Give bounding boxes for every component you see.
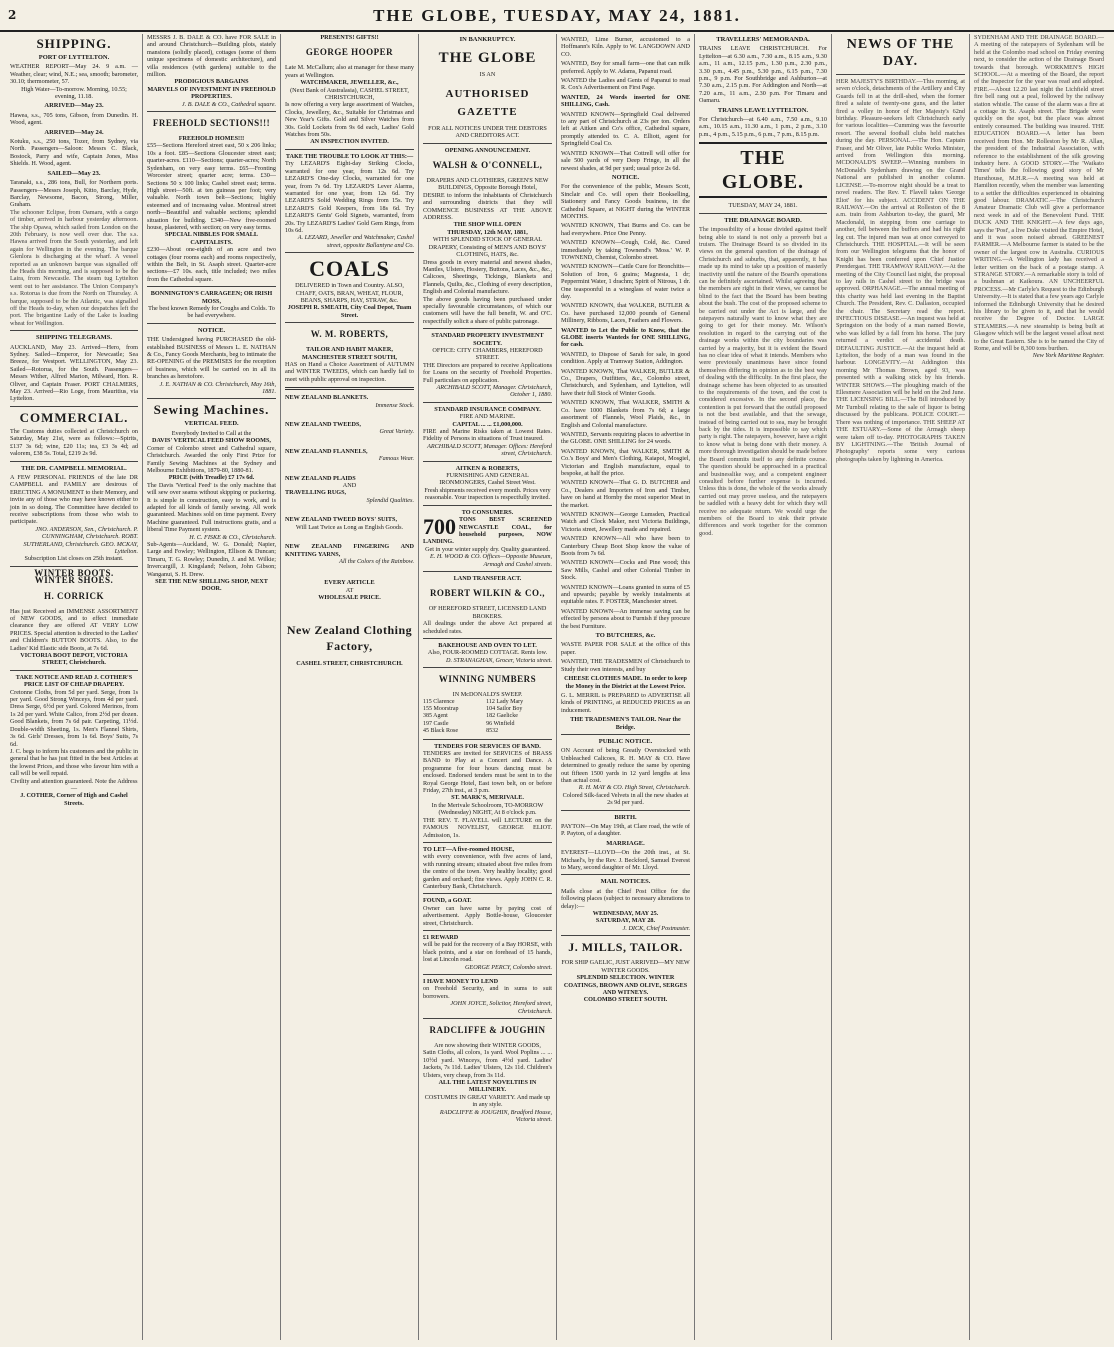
corrick-name: H. CORRICK [43, 590, 104, 601]
memorial-text: A FEW PERSONAL FRIENDS of the late DR CAMPBELL and FAMILY are desirous of ERECTING A MONUMENT to their Memory, and invite any of those who may have known either to join in so doing. The Committee have decided to receive subscriptions from those who wish to participate. [10, 473, 138, 526]
memorial-names: JNO. ANDERSON, Sen., Christchurch. P. CUNNINGHAM, Christchurch. ROBT. SUTHERLAND, Christchurch. GEO. MCKAY, Lyttelton. [23, 525, 138, 555]
consumers-note: Get in your winter supply dry. Quality guaranteed. [425, 545, 550, 553]
rugs-note: Splendid Qualities. [366, 496, 414, 504]
bakehouse-sign: D. STRANAGHAN, Grocer, Victoria street. [446, 656, 552, 664]
col8-article: SYDENHAM AND THE DRAINAGE BOARD.—A meeting of the ratepayers of Sydenham will be held at the Colombo road school on Friday evening next, to consider the action of the Drainage Board towards that borough. WORKMEN'S HIGH SCHOOL.—At a meeting of the Board, the report of the Inspector for the year was read and adopted. FIRE.—About 12.20 last night the Lichfield street fire bell rang out a peal, followed by the railway station whistle. The cause of the alarm was a fire at a cottage in St. Asaph street. The Brigade were quickly on the spot, but the place was almost entirely consumed. The building was insured. THE EDUCATION BOARD.—A letter has been received from Hon. Mr Rolleston by Mr R. Allan, the president of the Industrial Association, with reference to the establishment of the silk growing industry here. A GOOD STORY.—The 'Waikato Times' tells the following good story of Mr Hursthouse, M.H.R.—A meeting was held at Hamilton recently, when the member was lamenting to a settler the difficulties experienced in obtaining good labour. DRAMATIC.—The Christchurch Amateur Dramatic Club will give a performance next week in aid of the Benevolent Fund. THE DUCK AND THE KNIGHT.—A few days ago, says the 'Post', a live Duke visited the Empire Hotel, and it was soon noised abroad. GREENEST FARMER.—A Melbourne farmer is stated to be the owner of the largest cow in Australia. CURIOUS WRITING.—A Wellington lady has received a letter written on the back of a postage stamp. A STRANGE STORY.—A remarkable story is told of a bushman at Kaikoura. AN UNCHEERFUL PROCESS.—Mr Carlyle's Request to the Edinburgh University.—It is stated that a few years ago Carlyle informed the Edinburgh University that he desired his library to be given to it, and that he would receive the Degree of Doctor. LARGE STEAMERS.—A new steamship is being built at Glasgow which will be the largest vessel afloat next to the Great Eastern. She is to be named the City of Rome, and will be 8,300 tons burthen. [974, 34, 1104, 353]
velvets-text: Colored Silk-faced Velvets in all the new shades at 2s 9d per yard. [562, 791, 689, 807]
wanted-ad: WANTED KNOWN, That WALKER, SMITH & Co. have 1000 Blankets from 7s 6d; a large assortment of Flannels, Wool Plaids, &c., in English and Colonial manufacture. [561, 399, 690, 429]
victoria-depot: VICTORIA BOOT DEPOT, VICTORIA STREET, Christchurch. [20, 652, 128, 667]
wanted-ad: WANTED KNOWN—That Cottrell will offer for sale 500 yards of very Deep Fringe, in all the newest shades, at 9d per yard; usual price 2s 6d. [561, 149, 690, 172]
lezard-sign: A. LEZARD, Jeweller and Watchmaker, Cashel street, opposite Ballantyne and Co. [297, 234, 414, 249]
arrived-text: Hawea, s.s., 705 tons, Gibson, from Dunedin. H. Wood, agent. [10, 111, 138, 127]
standard-sign: ARCHIBALD SCOTT, Manager. Christchurch, October 1, 1880. [436, 384, 552, 399]
port-label: PORT OF LYTTELTON. [38, 54, 110, 61]
memorial-close: Subscription List closes on 25th instant. [24, 555, 124, 563]
page-number: 2 [8, 8, 17, 22]
lend-text: on Freehold Security, and in sums to suit borrowers. [423, 985, 552, 1000]
notice-heading: NOTICE. [197, 326, 226, 334]
commercial-heading: COMMERCIAL. [19, 409, 129, 425]
wanted-ad: WANTED KNOWN—Springfield Coal delivered to any part of Christchurch at 23s per ton. Orders left at Aitken and Co's office, Cathedral square, promptly attended to. C. A. Elliott, agent for Springfield Coal Co. [561, 110, 690, 148]
hooper-text: Late M. McCallum; also at manager for these many years at Wellington. [285, 64, 414, 79]
mills-address: COLOMBO STREET SOUTH. [583, 996, 668, 1004]
sailed-heading: SAILED—May 23. [47, 169, 101, 177]
winning-cell: 104 Sailor Boy [486, 706, 523, 712]
fingering-note: All the Colors of the Rainbow. [339, 557, 414, 565]
sewing-invite: Everybody Invited to Call at the [171, 429, 252, 437]
leader-date: TUESDAY, MAY 24, 1881. [728, 202, 798, 210]
weather-report: WEATHER REPORT—May 24. 9 a.m. — Weather, clear; wind, N.E.; sea, smooth; barometer, 30.10; thermometer, 57. [10, 63, 138, 86]
roberts-heading: W. M. ROBERTS, [310, 329, 389, 340]
consumers-heading: TO CONSUMERS. [461, 508, 514, 516]
winning-cell: 385 Agent [423, 713, 448, 720]
wanted-ad: WANTED KNOWN—All who have been to Canterbury Cheap Boot Shop know the value of Boots from 7s 6d. [561, 535, 690, 557]
opening-heading: OPENING ANNOUNCEMENT. [444, 146, 531, 154]
winning-heading: WINNING NUMBERS [438, 674, 537, 685]
reward-heading: £1 REWARD [423, 933, 459, 941]
gazette-is-an: IS AN [479, 71, 496, 79]
bonnington-text: The best known Remedy for Coughs and Colds. To be had everywhere. [148, 305, 275, 320]
mail-text: Mails close at the Chief Post Office for the following places (subject to necessary alterations to delay):— [561, 887, 690, 910]
davis-heading: DAVIS' VERTICAL FEED SHOW ROOMS, [152, 437, 271, 445]
roberts-sub: TAILOR AND HABIT MAKER, MANCHESTER STREET SOUTH, [302, 346, 397, 361]
globe-gazette-title: THE GLOBE [438, 50, 537, 67]
dale-heading: PRODIGIOUS BARGAINS [174, 78, 249, 86]
wanted-ad: WANTED KNOWN—George Lumsden, Practical Watch and Clock Maker, next Victoria Buildings, Victoria street, Jewellery made and repaired. [561, 510, 690, 533]
newspaper-columns [6, 34, 1108, 1340]
reward-sign: GEORGE PERCY, Colombo street. [464, 963, 552, 971]
column-5 [557, 34, 695, 1340]
walsh-text: DESIRE to inform the inhabitants of Christchurch and surrounding districts that they will COMMENCE BUSINESS AT THE ABOVE ADDRESS. [423, 191, 552, 222]
standard-text: THE Directors are prepared to receive Applications for Loans on the security of Freehold Properties. Full particulars on application. [423, 361, 552, 384]
standard-office: OFFICE: CITY CHAMBERS, HEREFORD STREET. [432, 346, 543, 362]
wanted-ad: WANTED KNOWN—An immense saving can be effected by persons about to Furnish if they procure the best Furniture. [561, 607, 690, 630]
cother-sign: J. COTHER, Corner of High and Cashel Streets. [20, 792, 128, 807]
fingering-label: NEW ZEALAND FINGERING AND KNITTING YARNS, [285, 543, 414, 558]
boys-suits-note: Will Last Twice as Long as English Goods. [295, 523, 404, 531]
room-text: with every convenience, with five acres of land, with running stream; situated about five miles from the centre of the town. Very healthy locality; good garden and orchard; fine views. Apply JOHN C. R. Canterbury Bank, Christchurch. [423, 853, 552, 890]
may-sign: R. H. MAY & CO. High Street, Christchurch. [578, 784, 690, 792]
wanted-ad: WANTED KNOWN—Cattle Cure for Bronchitis—Solution of Iron, 6 grains; Magnesia, 1 dr; Peppermint Water, 1 drachm; Spirit of Nitrous, 1 dr. One teaspoonful in a wineglass of water twice a day. [561, 263, 690, 300]
drainage-heading: THE DRAINAGE BOARD. [724, 216, 802, 224]
winning-cell: 112 Lady Mary [486, 698, 524, 705]
column-8 [970, 34, 1108, 1340]
memorial-heading: THE DR. CAMPBELL MEMORIAL. [21, 464, 127, 472]
newspaper-title: THE GLOBE, TUESDAY, MAY 24, 1881. [373, 6, 741, 25]
wanted-ad: WANTED KNOWN—Loans granted in sums of £5 and upwards; payable by weekly instalments at equitable rates. F. FOSTER, Manchester street. [561, 583, 690, 606]
winning-cell: 155 Moorstrap [423, 706, 459, 712]
commercial-text: The Customs duties collected at Christchurch on Saturday, May 21st, were as follows:—Spirits, £137 3s 6d; wine, £20 11s; tea, £3 3s 4d; ad valorem, £38 5s. Total, £219 2s 9d. [10, 427, 138, 458]
sermon-text: THE REV. T. FLAVELL will LECTURE on the FAMOUS NOVELIST, GEORGE ELIOT. Admission, 1s. [423, 816, 552, 839]
dale-text: MESSRS J. B. DALE & CO. have FOR SALE in and around Christchurch—Building plots, stately mansions (solidly placed), cottages (some of them unique specimens of domestic architecture), and villa residences (with gardens) suitable to the million. [147, 34, 276, 79]
bakehouse-text: Also, FOUR-ROOMED COTTAGE. Rents low. [427, 649, 548, 657]
news-text: HER MAJESTY'S BIRTHDAY.—This morning, at seven o'clock, detachments of the Artillery and City Guards fell in at the drill-shed, when the former fired a salute of twenty-one guns, and the latter fired a volley in honor of Her Majesty's 62nd birthday. Pleasure-seekers left Christchurch early for various localities—Cumming was the favourite resort. The several football clubs held matches during the day. PERSONAL.—The Hon. Captain Fraser, and Mr Oliver, late Public Works Minister, arrived from Wellington this morning. MCDONALD'S SWEEP.—Winning numbers in McDonald's Sydenham drawing on the Grand National are published in another column. LICENSE.—To-morrow night should be a treat to novel readers. The Rev. T. Flavell takes 'George Eliot' for his subject. ACCIDENT ON THE RAILWAY.—On the arrival at Rolleston of the 8 a.m. train from Ashburton to-day, the guard, Mr Macdonald, in stepping from one carriage to another, fell between the buffers and had his right leg cut. The injured man was at once conveyed to Christchurch. THE HOSPITAL.—It will be seen from our Wellington telegrams that the honor of Knight has been conferred upon Chief Justice Prendergast. THE TRAMWAY RAILWAY.—At the meeting of the City Council last night, the proposal to lay rails in Cashel street to the bridge was approved. ORPHANAGE.—The annual meeting of this charity was held last evening in the Baptist Church. The President, Rev. C. Dallaston, occupied the chair. The Secretary read the report. INFECTIOUS DISEASE.—An inquest was held at Springston on the body of a man named Bowie, who was killed by a fall from his horse. The jury returned a verdict of accidental death. DEFAULTING JUSTICE.—At the inquest held at Lyttelton, the body of a man was found in the harbour. LONGEVITY.—At Addington this morning Mr Thomas Brown, aged 93, was presented with a walking stick by his friends. WINTER SHOWS.—The ploughing match of the Ellesmere Association will be held on the 2nd June. THE LICENSING BILL.—The Bill introduced by Mr Turnbull relating to the sale of liquor is being discussed by the publicans. POLICE COURT.—There was nothing of importance. THE SHEEP AT THE ESTUARY.—Some of the Armagh sheep were taken off to-day. PHOTOGRAPHS TAKEN BY LIGHTNING.—The 'British Journal of Photography' reports some very curious photographs taken by lightning in America. [836, 78, 965, 463]
cother-heading: TAKE NOTICE AND READ J. COTHER'S PRICE LIST OF CHEAP DRAPERY. [15, 673, 133, 689]
wilkin-text: All dealings under the above Act prepared at scheduled rates. [423, 620, 552, 635]
aitken-heading: AITKEN & ROBERTS, [455, 464, 520, 472]
land-heading: LAND TRANSFER ACT. [453, 574, 522, 582]
cother-close: Civility and attention guaranteed. Note the Address— [10, 777, 138, 792]
wanted-ad: WANTED, Servants requiring places to advertise in the GLOBE. ONE SHILLING for 24 words. [561, 430, 690, 446]
coals-heading: COALS [309, 256, 390, 282]
lend-sign: JOHN JOYCE, Solicitor, Hereford street, Christchurch. [450, 1000, 552, 1015]
column-3 [281, 34, 419, 1340]
fiske-sign: H. C. FISKE & CO., Christchurch. [189, 533, 276, 541]
shop-stock: WITH SPLENDID STOCK OF GENERAL DRAPERY, Consisting of MEN'S AND BOYS' CLOTHING, HATS, &c. [428, 236, 547, 259]
wanted-ad: WANTED the Ladies and Gents of Papanui to read R. Cox's Advertisement on First Page. [561, 77, 690, 92]
shipping-body: The schooner Eclipse, from Oamaru, with a cargo of timber, arrived in harbour yesterday afternoon. The ship Opawa, which sailed from London on the 20th February, is now well over due. The s.s. Hawea arrived from the South yesterday, and left again for Wellington in the evening. The barque Glenlora is discharging at the wharf. A vessel reported as an unknown barque was signalled off the Heads this morning, and is supposed to be the Laira, from Newcastle. The steam tug Lyttelton went out to her assistance. The Union Company's s.s. Rotorua is due from the North on Thursday. A barque, supposed to be the Atlantic, was signalled off the Heads to-day, when our despatches left the port. The brigantine Lady of the Lake is loading wheat for Wellington. [10, 208, 138, 327]
notice-sign: J. E. NATHAN & CO. Christchurch, May 16th, 1881. [159, 380, 276, 396]
insurance-sub: FIRE AND MARINE. [459, 413, 516, 421]
walsh-heading: WALSH & O'CONNELL, [432, 160, 543, 171]
cother-note: J. C. begs to inform his customers and the public in general that he has just fitted in the best Articles at the lowest Prices, and those who favour him with a call will be well repaid. [10, 747, 138, 778]
public-notice-heading: PUBLIC NOTICE. [598, 737, 653, 745]
column-2 [143, 34, 281, 1340]
waste-paper: WASTE PAPER FOR SALE at the office of this paper. [561, 641, 690, 656]
sewing-sub: VERTICAL FEED. [184, 420, 239, 428]
shop-open: THE SHOP WILL OPEN [453, 221, 522, 229]
winning-row [423, 699, 552, 706]
wanted-ad: WANTED, Boy for small farm—one that can milk preferred. Apply to W. Adams, Papanui road. [561, 60, 690, 75]
found-text: Owner can have same by paying cost of advertisement. Apply Bottle-house, Gloucester street, Christchurch. [423, 904, 552, 927]
winning-cell: 8532 [486, 728, 499, 735]
blankets-note: Immense Stock. [375, 401, 414, 409]
wood-sign: E. H. WOOD & CO. Offices—Opposite Museum, Armagh and Cashel streets. [429, 553, 552, 568]
radcliffe-costume: COSTUMES IN GREAT VARIETY. And made up in any style. [424, 1093, 551, 1109]
mail-sign: J. DICK, Chief Postmaster. [622, 924, 690, 932]
col5-notice-text: For the convenience of the public, Messrs Scott, Sinclair and Co. will open their Bookselling, Stationery and Fancy Goods business, in the Cathedral Square, at NIGHT during the WINTER MONTHS. [561, 183, 690, 220]
wanted-ad: WANTED to Let the Public to Know, that the GLOBE inserts Wanteds for ONE SHILLING, for cash. [561, 326, 690, 349]
tenders-heading: TENDERS FOR SERVICES OF BAND. [434, 742, 541, 750]
aitken-text: Fresh shipments received every month. Prices very reasonable. Your inspection is respectfully invited. [424, 486, 551, 502]
wanted-ad: WANTED, to Dispose of Sarah for sale, in good condition. Apply at Tramway Station, Addington. [561, 350, 690, 366]
trains-leave-heading: TRAINS LEAVE LYTTELTON. [717, 106, 809, 114]
factory-address: CASHEL STREET, CHRISTCHURCH. [296, 659, 403, 667]
davis-text: Corner of Colombo street and Cathedral square, Christchurch. Awarded the only First Prize for Family Sewing Machines at the Sydney and Melbourne Exhibitions, 1879-80, 1880-81. [147, 444, 276, 474]
mail-saturday: SATURDAY, MAY 28. [595, 917, 656, 925]
gazette-sub: FOR ALL NOTICES UNDER THE DEBTORS AND CREDITORS ACT. [428, 124, 547, 140]
globe-leader-title: THE GLOBE. [699, 142, 827, 198]
notice-text: THE Undersigned having PURCHASED the old-established BUSINESS of Messrs L. E. NATHAN & Co., Fancy Goods Merchants, beg to intimate the RE-OPENING of the PREMISES for the reception of business, which will be carried on in all its branches as heretofore. [147, 336, 276, 381]
sewing-heading: Sewing Machines. [153, 402, 270, 418]
cother-text: Cretonne Cloths, from 5d per yard. Serge, from 1s per yard. Good Strong Winceys, from 4d per yard. Dress Serge, 6½d per yard. Colored Merinos, from 1s 2d per yard. White Calico, from 2½d per dozen. Good Blankets, from 7s 6d pair. Carpeting, 11½d. Double-width Sheeting, 1s. Men's Flannel Shirts, 3s 6d. Girls' Dresses, from 1s 6d. Boys' Suits, 7s 6d. [10, 688, 138, 748]
mills-heading: J. MILLS, TAILOR. [568, 940, 683, 955]
winning-cell: 45 Black Rose [423, 728, 458, 735]
hooper-name: GEORGE HOOPER [305, 47, 394, 58]
winning-cell: 115 Clarence [423, 698, 455, 705]
radcliffe-novelty: ALL THE LATEST NOVELTIES IN MILLINERY. [438, 1079, 537, 1094]
shipping-heading: SHIPPING. [36, 36, 112, 51]
trains-leave-text: For Christchurch—at 6.40 a.m., 7.50 a.m., 9.10 a.m., 10.15 a.m., 11.30 a.m., 1 p.m., 2 p.m., 3.10 p.m., 4 p.m., 5.15 p.m., 6 p.m., 7 p.m., 8.15 p.m. [699, 116, 827, 138]
winning-sub: IN McDONALD'S SWEEP. [452, 691, 523, 699]
presents-heading: PRESENTS! GIFTS!! [320, 34, 379, 41]
winning-cell: 182 Gaelicke [486, 713, 518, 720]
gazette-heading: AUTHORISED GAZETTE [445, 87, 530, 118]
column-4 [419, 34, 557, 1340]
winning-row [423, 706, 552, 713]
wanted-ad: WANTED, Lime Burner, accustomed to a Hoffmann's Kiln. Apply to W. LANGDOWN AND CO. [561, 36, 690, 58]
trains-text: TRAINS LEAVE CHRISTCHURCH. For Lyttelton—at 6.30 a.m., 7.30 a.m., 8.15 a.m., 9.30 a.m., 11 a.m., 12.15 p.m., 1.30 p.m., 2.30 p.m., 3.30 p.m., 4.45 p.m., 5.30 p.m., 6.15 p.m., 7.30 p.m., 9 p.m. For Southbridge and Ashburton—at 7.30 a.m., 2.15 p.m. For Addington and North—at 7.20 a.m., 11 a.m., 2.30 p.m. For Timaru and Oamaru. [699, 45, 827, 105]
found-heading: FOUND, a GOAT. [423, 897, 472, 905]
wilkin-heading: ROBERT WILKIN & CO., [429, 588, 546, 599]
plaids-label: NEW ZEALAND PLAIDS [285, 474, 356, 482]
insurance-heading: STANDARD INSURANCE COMPANY. [434, 405, 541, 413]
wanted-tradesmen: WANTED, THE TRADESMEN of Christchurch to Study their own interests, and buy [561, 658, 690, 673]
coals-text: DELIVERED in Town and Country. ALSO, CHAFF, OATS, BRAN, WHEAT, FLOUR, BEANS, SHARPS, HAY, STRAW, &c. [295, 282, 404, 304]
col5-notice-heading: NOTICE. [611, 173, 640, 181]
every-article-at: AT [345, 586, 354, 594]
bakehouse-heading: BAKEHOUSE AND OVEN TO LET. [438, 641, 537, 649]
radcliffe-text: Satin Cloths, all colors, 1s yard. Wool Poplins ... ... 10½d yard. Winceys, from 4½d yard. Ladies' Jackets, 7s 11d. Ladies' Ulsters, 12s 11d. Children's Ulsters, very cheap, from 3s 11d. [423, 1049, 552, 1079]
hooper-body: Is now offering a very large assortment of Watches, Clocks, Jewellery, &c., Suitable for Christmas and New Year's Gifts. Gold and Silver Watches from 30s. Gold Lockets from 9s 6d each, Ladies' Gold Watches from 50s. [285, 101, 414, 139]
winter-shoes-heading: WINTER SHOES. [34, 575, 114, 586]
freehold-text: £55—Sections Hereford street east, 50 x 206 links; 10s a foot. £85—Sections Gloucester street east; quarter-acres. £110—Sections; quarter-acres; North Sydenham, on very easy terms. £65—Fronting Worcester street; quarter acre; terms. £30—Sections 50 x 100 links; Cashel street east; terms. High street—50ft. at ten guineas per foot; very valuable. North town belt—Sections; highly esteemed and of increasing value. Montreal street north—Beautiful and valuable sections; splendid situation for building. £340—New five-roomed house, plastered, with section; on very easy terms. [147, 142, 276, 231]
lend-heading: I HAVE MONEY TO LEND [423, 978, 499, 985]
radcliffe-sub: Are now showing their WINTER GOODS, [434, 1042, 541, 1050]
boys-suits-label: NEW ZEALAND TWEED BOYS' SUITS, [285, 516, 398, 524]
sermon-heading: In the Merivale Schoolroom, TO-MORROW (Wednesday) NIGHT, At 8 o'clock p.m. [431, 801, 544, 817]
tenders-text: TENDERS are invited for SERVICES of BRASS BAND to Play at a Concert and Dance. A programme for four hours dancing must be enclosed. Endorsed tenders must be sent in to the Royal George Hotel, East town belt, on or before Friday, 27th inst., at 3 p.m. [423, 750, 552, 795]
room-heading: TO LET—A five-roomed HOUSE, [423, 845, 515, 853]
to-butchers: TO BUTCHERS, &c. [595, 632, 656, 640]
wanted-ad: WANTED KNOWN, That WALKER, BUTLER & Co., Drapers, Outfitters, &c., Colombo street, Christchurch, and Sydenham, and Lyttelton, will have their full Stock of Winter Goods. [561, 367, 690, 397]
insurance-capital: CAPITAL ... ... £1,000,000. [452, 420, 523, 428]
col8-sign-off: New York Maritime Register. [1032, 352, 1104, 360]
winning-row [423, 721, 552, 728]
tenders-sign: ST. MARK'S, MERIVALE. [451, 794, 524, 802]
merril-text: G. L. MERRIL is PREPARED to ADVERTISE all kinds of PRINTING, at REDUCED PRICES as an inducement. [561, 691, 690, 714]
fiske-text: Sub-Agents—Auckland, W. G. Donald; Napier, Large and Fowley; Wellington, Ellison & Duncan; Timaru, T. G. Rowley; Dunedin, J. and M. Wilkie; Invercargill, J. Kingsland; Nelson, John Gibson; Wanganui, S. H. Drew. [147, 540, 276, 578]
masthead [0, 0, 1114, 32]
tailor-heading: THE TRADESMEN'S TAILOR. Near the Bridge. [570, 716, 681, 731]
wanted-ad: WANTED KNOWN, that WALKER, SMITH & Co.'s Boys' and Men's Clothing, Kaiapoi, Mosgiel, Victorian and English manufacture, equal to bespoke, at half the price. [561, 447, 690, 477]
wilkin-sub: OF HEREFORD STREET, LICENSED LAND BROKERS. [428, 605, 547, 620]
telegrams-heading: SHIPPING TELEGRAMS. [35, 334, 113, 342]
consumers-700: 700 [423, 514, 456, 540]
standard-heading: STANDARD PROPERTY INVESTMENT SOCIETY. [431, 332, 544, 347]
public-notice-text: ON Account of being Greatly Overstocked with Unbleached Calicoes, R. H. MAY & CO. Have determined to greatly reduce the same by opening out fifteen 1500 yards in 12 yard lengths at less than actual cost. [561, 747, 690, 784]
tweeds-label: NEW ZEALAND TWEEDS, [285, 421, 361, 429]
wanted-ad: WANTED KNOWN—Cough, Cold, &c. Cured immediately by taking Townend's 'Moss.' W. P. TOWNEND, Chemist, Colombo street. [561, 239, 690, 261]
wanted-ad: WANTED KNOWN—Cocks and Pine wood; this Saw Mills, Cashel and other Colonial Timber in Stock. [561, 559, 690, 582]
column-6 [695, 34, 832, 1340]
winning-row [423, 713, 552, 720]
mail-heading: MAIL NOTICES. [600, 878, 651, 886]
marriage-text: EVEREST—LLOYD—On the 20th inst., at St. Michael's, by the Rev. J. Beckford, Samuel Everest to Mary, second daughter of Mr. Lloyd. [561, 849, 690, 872]
mills-sub: FOR SHIP GAELIC, JUST ARRIVED—MY NEW WINTER GOODS. [561, 959, 690, 974]
sailed-text: Taranaki, s.s., 286 tons, Bull, for Northern ports. Passengers—Messrs Joseph, Kitto, Barclay, Hyde, Barclay, Newsome, Bacon, Strong, Miller, Graham. [10, 179, 138, 209]
winning-table [423, 699, 552, 736]
high-water: High Water—To-morrow. Morning, 10.55; evening, 11.18. [21, 85, 127, 101]
winter-boots-heading: WINTER BOOTS. [34, 567, 114, 578]
wanted-ad: WANTED KNOWN, That Burns and Co. can be had everywhere. Price One Penny. [561, 222, 690, 237]
davis-body: The Davis 'Vertical Feed' is the only machine that will sew over seams without skipping or puckering. It is simple in construction, easy to work, and is adapted for all kinds of family sewing. All work guaranteed. Machines sold on time payment. Every Machine guaranteed. Full instructions gratis, and a liberal Time Payment system. [147, 481, 276, 534]
inspection-invited: AN INSPECTION INVITED. [310, 138, 389, 146]
coals-sign: JOSEPH R. SMEATH, City Coal Depot, Tuam Street. [287, 304, 412, 319]
walsh-note: The above goods having been purchased under specially favourable circumstances, of which our customers will have the full benefit, W. and O'C. respectfully solicit a share of public patronage. [423, 295, 552, 325]
dale-sub: MARVELS OF INVESTMENT IN FREEHOLD PROPERTIES. [147, 85, 276, 101]
flannels-label: NEW ZEALAND FLANNELS, [285, 447, 368, 455]
reward-text: will be paid for the recovery of a Bay HORSE, with black points, and a star on forehead of 15 hands, lost at Lincoln road. [423, 941, 552, 964]
wholesale-price: WHOLESALE PRICE. [318, 594, 381, 602]
cheese-cloths: CHEESE CLOTHES MADE. In order to keep the Money in the District at the Lowest Price. [564, 675, 687, 690]
every-article: EVERY ARTICLE [324, 579, 375, 587]
radcliffe-heading: RADCLIFFE & JOUGHIN [429, 1025, 546, 1036]
drainage-article: The impossibility of a house divided against itself being able to stand is not only a proverb but a truism. The Drainage Board is so divided in its views on the general question of the drainage of Christchurch and suburbs, that, apparently, it has made up its mind to take up a position of masterly inactivity until the nature of the Board's operations can be definitely ascertained. Whilst agreeing that the members are right in their views, we cannot be blind to the fact that the Board has been beating about the bush. The cost of the proposed scheme to be carried out under the Act is large, and the ratepayers naturally want to know what they are going to get for their money. Mr. Wilson's resolution in regard to the carrying out of the drainage works within the city boundaries was carried by a majority, but it is evident the Board has no clear idea of what it intends. Members who were previously unanimous have since found themselves differing in opinion as to the best way of dealing with the difficulty. In the first place, the drainage scheme has been objected to as unsuited to the requirements of the town, and the cost is considered excessive. In the second place, the contention is put forward that the outfall proposed is not the best available, and that the sewage, instead of being carried out to sea, may be brought back by the tides. It is impossible to say which party is right. The ratepayers, however, have a right to know what is being done with their money. A more thorough investigation should be made before the Board commits itself to any definite course. The question should be approached in a practical and businesslike way, and a competent engineer consulted before further expense is incurred. Unless this is done, the whole of the works already carried out may prove useless, and the ratepayers be saddled with a heavy debt for which they will receive no adequate return. We would urge the members of the Board to sink their private differences and work together for the common good. [699, 226, 827, 537]
davis-price: PRICE (with Treadle) £7 17s 6d. [168, 474, 255, 482]
birth-heading: BIRTH. [614, 813, 637, 821]
capitalists-heading: SPECIAL NIBBLES FOR SMALL CAPITALISTS. [164, 231, 258, 246]
column-7 [832, 34, 970, 1340]
walsh-body: Dress goods in every material and newest shades, Mantles, Ulsters, Hosiery, Buttons, Laces, &c., &c., Calicoes, Sheetings, Tickings, Blankets and Flannels, Quilts, &c., Clothing of every description, English and Colonial manufacture. [423, 258, 552, 296]
bankruptcy-heading: IN BANKRUPTCY. [459, 36, 516, 43]
mail-wednesday: WEDNESDAY, MAY 25. [592, 910, 659, 918]
lezard-heading: TAKE THE TROUBLE TO LOOK AT THIS:— [285, 152, 414, 160]
insurance-text: FIRE and Marine Risks taken at Lowest Rates. Fidelity of Persons in situations of Trust insured. [423, 428, 552, 443]
lezard-text: Try LEZARD'S Eight-day Striking Clocks, warranted for one year, from 12s 6d. Try LEZARD'S One-day Clocks, warranted for one year, from 7s 6d. Try LEZARD'S Lever Alarms, warranted for one year, from 12s 6d. Try LEZARD'S Solid Wedding Rings from 15s. Try LEZARD'S Gold Keepers, from 18s 6d. Try LEZARD'S Gents' Gold Signets, warranted, from 20s. Try LEZARD'S Ladies' Gold Gem Rings, from 10s 6d. [285, 160, 414, 234]
radcliffe-sign: RADCLIFFE & JOUGHIN, Bradford House, Victoria street. [439, 1108, 552, 1124]
winning-row [423, 728, 552, 735]
factory-heading: New Zealand Clothing Factory, [286, 622, 413, 653]
arrived-heading-2: ARRIVED—May 24. [44, 128, 104, 136]
aitken-sub: FURNISHING AND GENERAL IRONMONGERS, Cashel Street West. [439, 472, 536, 487]
rugs-label: TRAVELLING RUGS, [285, 489, 347, 497]
birth-text: PAYTON—On May 19th, at Clare road, the wife of P. Payton, of a daughter. [561, 823, 690, 838]
column-1 [6, 34, 143, 1340]
shilling-shop-note: SEE THE NEW SHILLING SHOP, NEXT DOOR. [155, 578, 268, 593]
hooper-sub: WATCHMAKER, JEWELLER, &c., [300, 79, 399, 87]
freehold-heading: FREEHOLD SECTIONS!!! [152, 118, 271, 129]
flannels-note: Famous Wear. [378, 455, 414, 463]
freehold-heading-2: FREEHOLD HOMES!!! [178, 135, 245, 143]
telegram-text: AUCKLAND, May 23. Arrived—Hero, from Sydney. Sailed—Emperor, for Newcastle; Sea Breeze, for Westport. WELLINGTON, May 23. Sailed—Rotorua, for the South. Passengers—Messrs Wither, Alfred Marion, Milward, Hon. R. Oliver, and Captain Fraser. PORT CHALMERS, May 23. Arrived—Rio Loge, from Mauritius, via Lyttelton. [10, 343, 138, 403]
arrived-text-2: Kotuku, s.s., 250 tons, Tozer, from Sydney, via North. Passengers—Saloon: Messrs C. Black, Bostock, Parry and wife, Captain Jones, Miss Shields. H. Wood, agent. [10, 138, 138, 168]
marriage-heading: MARRIAGE. [606, 839, 645, 847]
capitalists-text: £230—About one-eighth of an acre and two cottages (four rooms each) and rooms respectively, within the Belt, in St. Asaph street. Quarter-acre sections—£7 10s. each, title included; two miles from the Cathedral square. [147, 246, 276, 283]
wanted-ad: WANTED, 24 Words inserted for ONE SHILLING, Cash. [561, 93, 690, 109]
mills-text: SPLENDID SELECTION. WINTER COATINGS, BROWN AND OLIVE, SERGES AND WITNEYS. [563, 974, 688, 996]
trains-heading: TRAVELLERS' MEMORANDA. [716, 36, 810, 43]
wanted-ad: WANTED KNOWN—That G. D. BUTCHER and Co., Dealers and Importers of Iron and Timber, have on hand at Hornby the most superior Meat in the market. [561, 479, 690, 509]
news-heading: NEWS OF THE DAY. [846, 37, 955, 69]
blankets-label: NEW ZEALAND BLANKETS. [285, 394, 369, 402]
insurance-sign: ARCHIBALD SCOTT, Manager. Offices: Hereford street, Christchurch. [427, 442, 552, 458]
winning-cell: 197 Castle [423, 720, 449, 727]
roberts-text: HAS on Hand a Choice Assortment of AUTUMN and WINTER TWEEDS, which can hardly fail to meet with public approval on inspection. [285, 361, 414, 383]
plaids-and: AND [342, 482, 357, 490]
hooper-address: (Next Bank of Australasia), CASHEL STREET, CHRISTCHURCH, [290, 86, 409, 102]
consumers-text: TONS BEST SCREENED NEWCASTLE COAL, for household purposes, NOW LANDING. [423, 516, 552, 546]
winning-cell: 96 Winfield [486, 720, 515, 727]
wanted-ad: WANTED KNOWN, that WALKER, BUTLER & Co. have purchased 12,000 pounds of General Millinery, Ribbons, Laces, Feathers and Flowers. [561, 302, 690, 325]
walsh-sub: DRAPERS AND CLOTHIERS, GREEN'S NEW BUILDINGS, Opposite Borough Hotel, [426, 177, 549, 192]
tweeds-note: Great Variety. [379, 428, 414, 436]
arrived-heading: ARRIVED—May 23. [44, 102, 104, 110]
dale-sign: J. B. DALE & CO., Cathedral square. [181, 100, 276, 108]
bonnington-heading: BONNINGTON'S CARRAGEEN; OR IRISH MOSS, [150, 290, 273, 305]
shop-date: THURSDAY, 12th MAY, 1881, [447, 228, 528, 236]
corrick-text: Has just Received an IMMENSE ASSORTMENT of NEW GOODS, and to effect immediate clearance they are offered AT VERY LOW PRICES. Special attention is directed to the Ladies' and Children's BUTTON BOOTS. Also, to the Ladies' Kid Elastic side Boots, at 7s 6d. [10, 607, 138, 652]
